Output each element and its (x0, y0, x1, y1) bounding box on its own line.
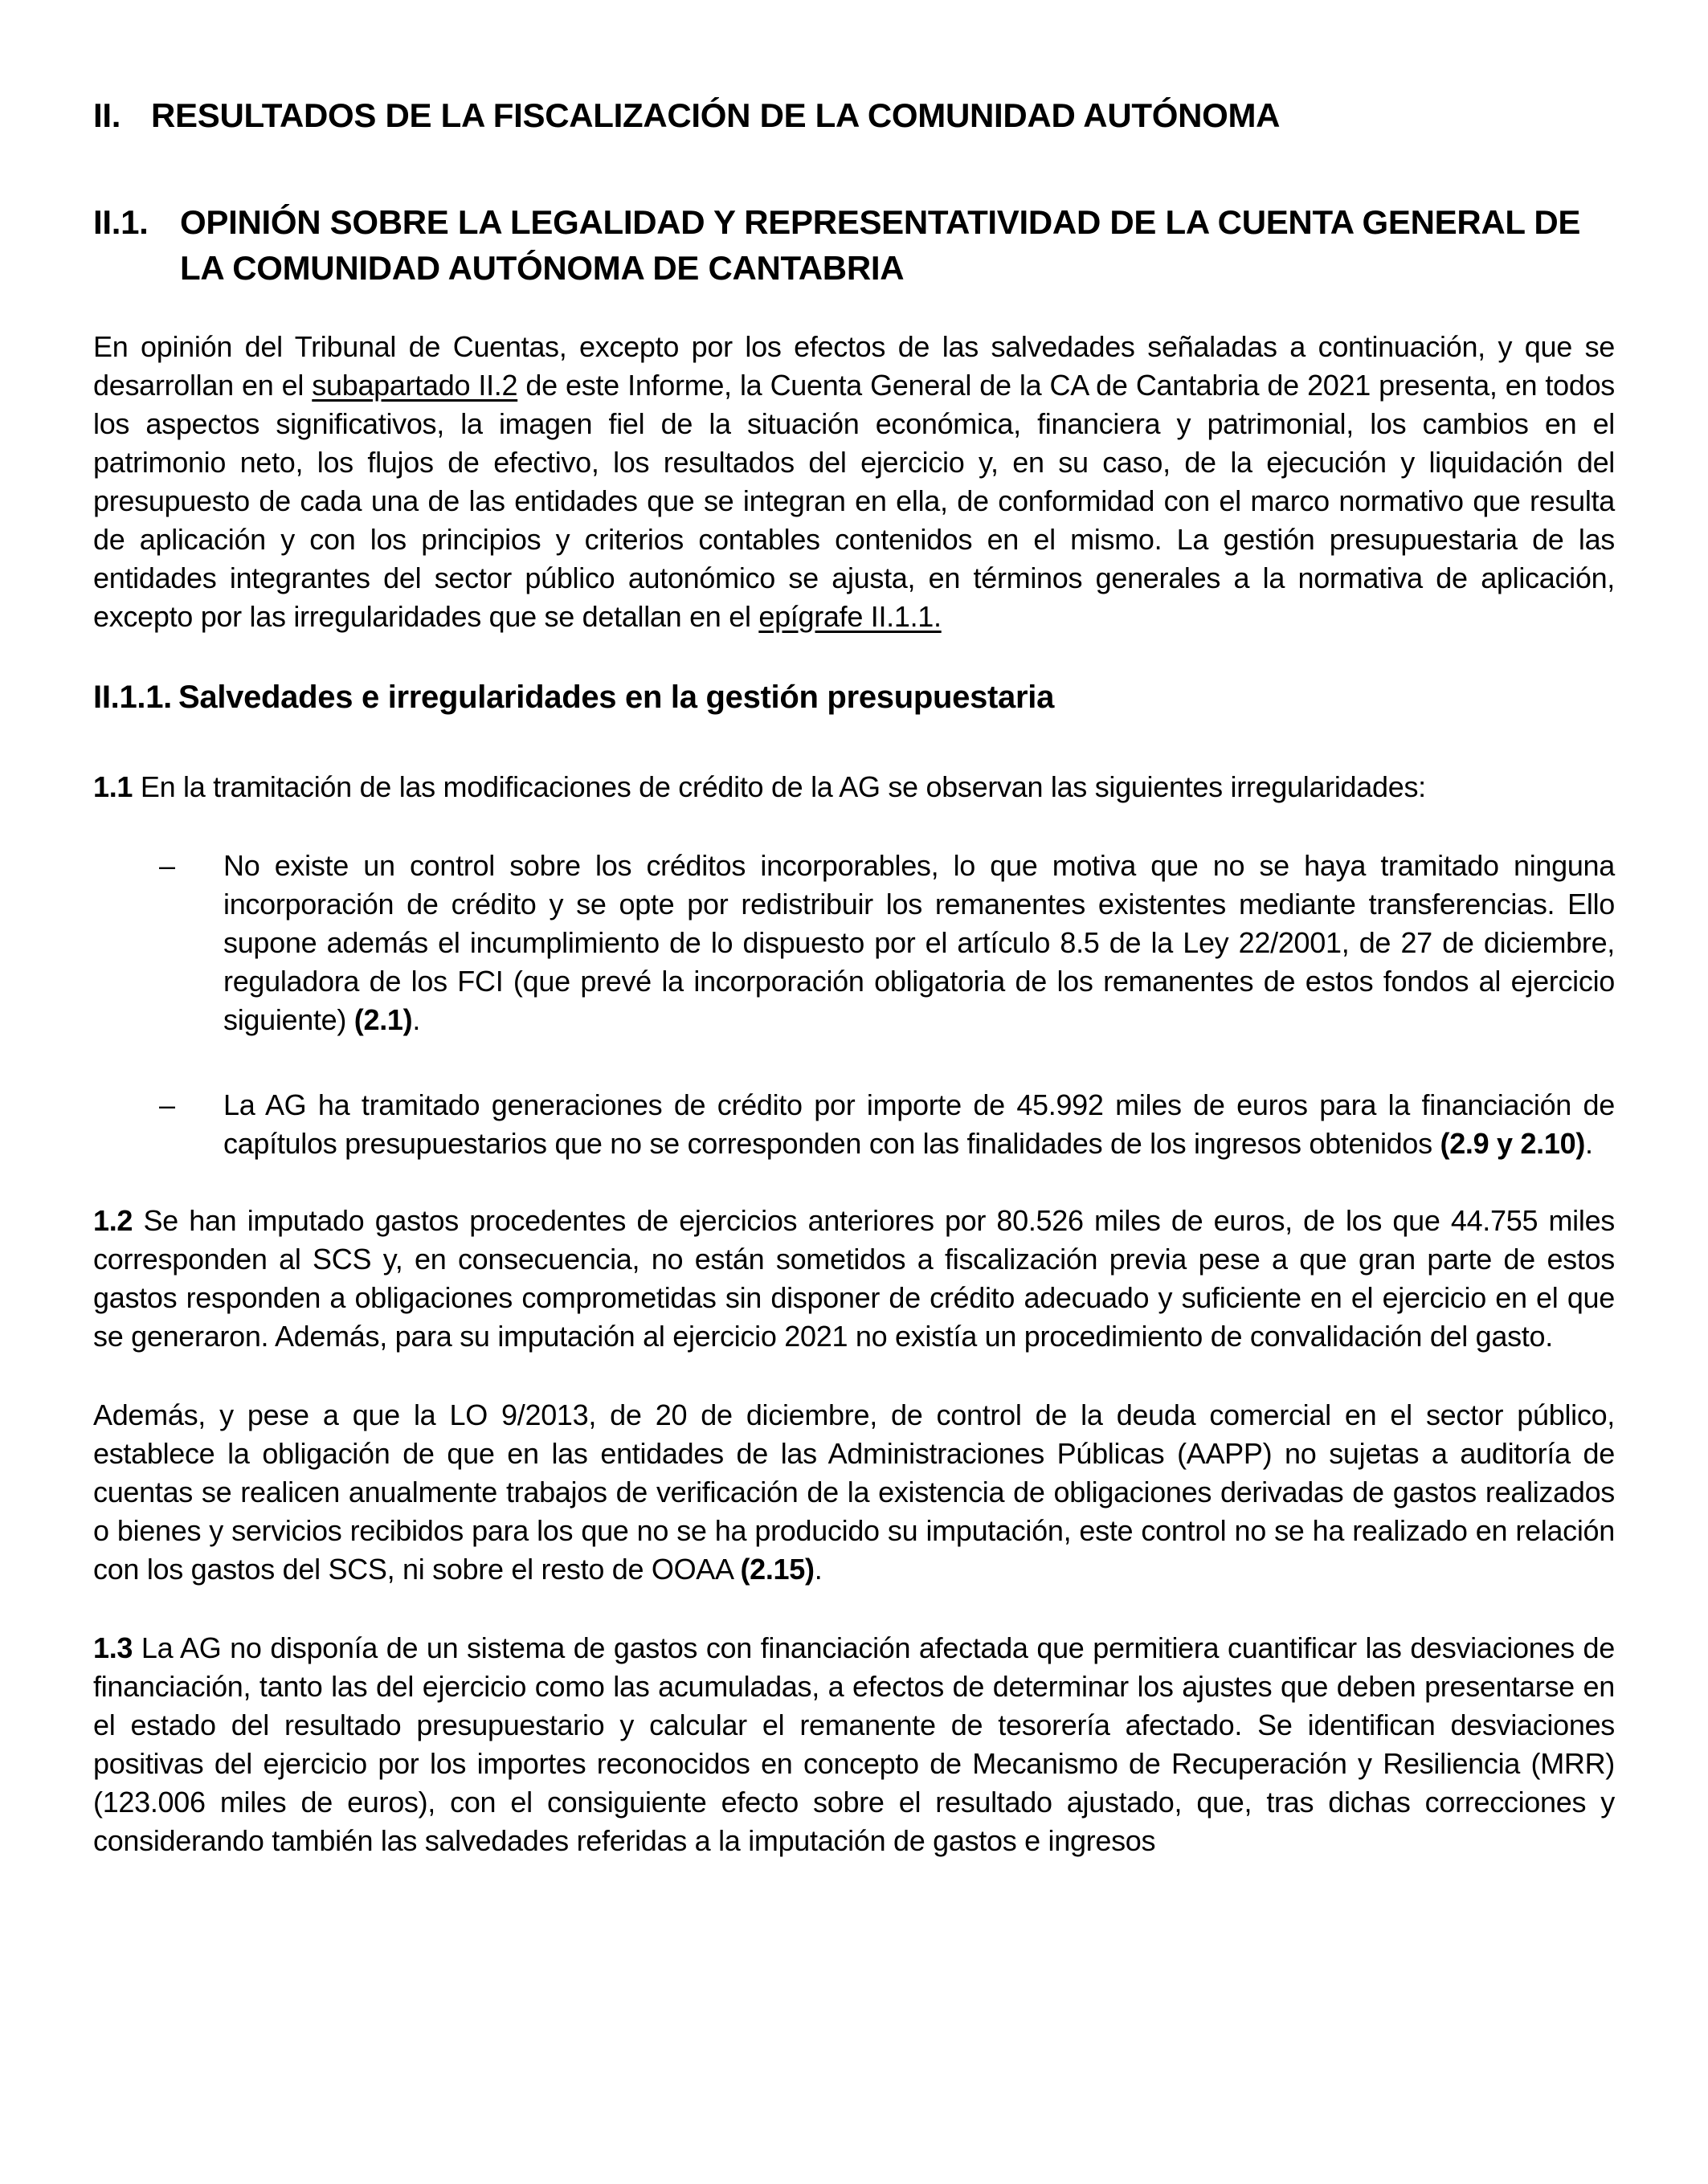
paragraph (93, 768, 1615, 806)
text-run: No existe un control sobre los créditos incorporables, lo que motiva que no se haya tramitado ninguna incorporación de crédito y se opte por redistribuir los remanentes existentes mediante transferencias. Ello supone además el incumplimiento de lo dispuesto por el artículo 8.5 de la Ley 22/2001, de 27 de diciembre, reguladora de los FCI (que prevé la incorporación obligatoria de los remanentes de estos fondos al ejercicio siguiente) (223, 849, 1615, 1036)
paragraph (93, 1396, 1615, 1589)
bold-reference: (2.1) (353, 1003, 413, 1036)
text-run: . (412, 1003, 421, 1036)
bullet-list (93, 847, 1615, 1163)
cross-reference-link[interactable]: subapartado II.2 (312, 369, 518, 402)
text-run: La AG no disponía de un sistema de gastos con financiación afectada que permitiera cuantificar las desviaciones de financiación, tanto las del ejercicio como las acumuladas, a efectos de determinar los ajustes que deben presentarse en el estado del resultado presupuestario y calcular el remanente de tesorería afectado. Se identifican desviaciones positivas del ejercicio por los importes reconocidos en concepto de Mecanismo de Recuperación y Resiliencia (MRR) (123.006 miles de euros), con el consiguiente efecto sobre el resultado ajustado, que, tras dichas correcciones y considerando también las salvedades referidas a la imputación de gastos e ingresos (93, 1631, 1615, 1857)
paragraph (93, 328, 1615, 636)
text-run: En la tramitación de las modificaciones de crédito de la AG se observan las siguientes irregularidades: (133, 770, 1426, 803)
section-title: RESULTADOS DE LA FISCALIZACIÓN DE LA COMUNIDAD AUTÓNOMA (151, 96, 1281, 134)
text-run: . (1585, 1127, 1593, 1160)
text-run: Además, y pese a que la LO 9/2013, de 20 de diciembre, de control de la deuda comercial en el sector público, establece la obligación de que en las entidades de las Administraciones Públicas (AAPP) no sujetas a auditoría de cuentas se realicen anualmente trabajos de verificación de la existencia de obligaciones derivadas de gastos realizados o bienes y servicios recibidos para los que no se ha producido su imputación, este control no se ha realizado en relación con los gastos del SCS, ni sobre el resto de OOAA (93, 1398, 1615, 1586)
section-heading-level1 (93, 93, 1615, 138)
bold-reference: 1.1 (93, 770, 133, 803)
bold-reference: (2.9 y 2.10) (1440, 1127, 1586, 1160)
cross-reference-link[interactable]: epígrafe II.1.1. (758, 600, 942, 633)
dash-bullet-marker: – (159, 1088, 175, 1121)
bold-reference: 1.3 (93, 1631, 133, 1664)
text-run: Se han imputado gastos procedentes de ejercicios anteriores por 80.526 miles de euros, de los que 44.755 miles corresponden al SCS y, en consecuencia, no están sometidos a fiscalización previa pese a que gran parte de estos gastos responden a obligaciones comprometidas sin disponer de crédito adecuado y suficiente en el ejercicio en el que se generaron. Además, para su imputación al ejercicio 2021 no existía un procedimiento de convalidación del gasto. (93, 1204, 1615, 1353)
paragraph (93, 1202, 1615, 1356)
section-title: OPINIÓN SOBRE LA LEGALIDAD Y REPRESENTATIVIDAD DE LA CUENTA GENERAL DE LA COMUNIDAD AUTÓNOMA DE CANTABRIA (180, 203, 1581, 287)
section-heading-level3 (93, 676, 1615, 718)
bold-reference: (2.15) (740, 1553, 815, 1586)
section-heading-level2 (93, 199, 1615, 291)
bullet-item (93, 1086, 1615, 1163)
dash-bullet-marker: – (159, 849, 175, 882)
bullet-item (93, 847, 1615, 1039)
section-number: II.1.1. (93, 680, 172, 715)
section-number: II.1. (93, 203, 149, 241)
text-run: La AG ha tramitado generaciones de crédito por importe de 45.992 miles de euros para la financiación de capítulos presupuestarios que no se corresponden con las finalidades de los ingresos obtenidos (223, 1088, 1615, 1160)
text-run: En opinión del Tribunal de Cuentas, excepto por los efectos de las salvedades señaladas a continuación, y que se desarrollan en el (93, 330, 1615, 402)
section-number: II. (93, 96, 121, 134)
paragraph (93, 1629, 1615, 1860)
text-run: de este Informe, la Cuenta General de la CA de Cantabria de 2021 presenta, en todos los aspectos significativos, la imagen fiel de la situación económica, financiera y patrimonial, los cambios en el patrimonio neto, los flujos de efectivo, los resultados del ejercicio y, en su caso, de la ejecución y liquidación del presupuesto de cada una de las entidades que se integran en ella, de conformidad con el marco normativo que resulta de aplicación y con los principios y criterios contables contenidos en el mismo. La gestión presupuestaria de las entidades integrantes del sector público autonómico se ajusta, en términos generales a la normativa de aplicación, excepto por las irregularidades que se detallan en el (93, 369, 1615, 633)
bold-reference: 1.2 (93, 1204, 133, 1237)
section-title: Salvedades e irregularidades en la gestión presupuestaria (178, 680, 1055, 715)
text-run: . (814, 1553, 823, 1586)
